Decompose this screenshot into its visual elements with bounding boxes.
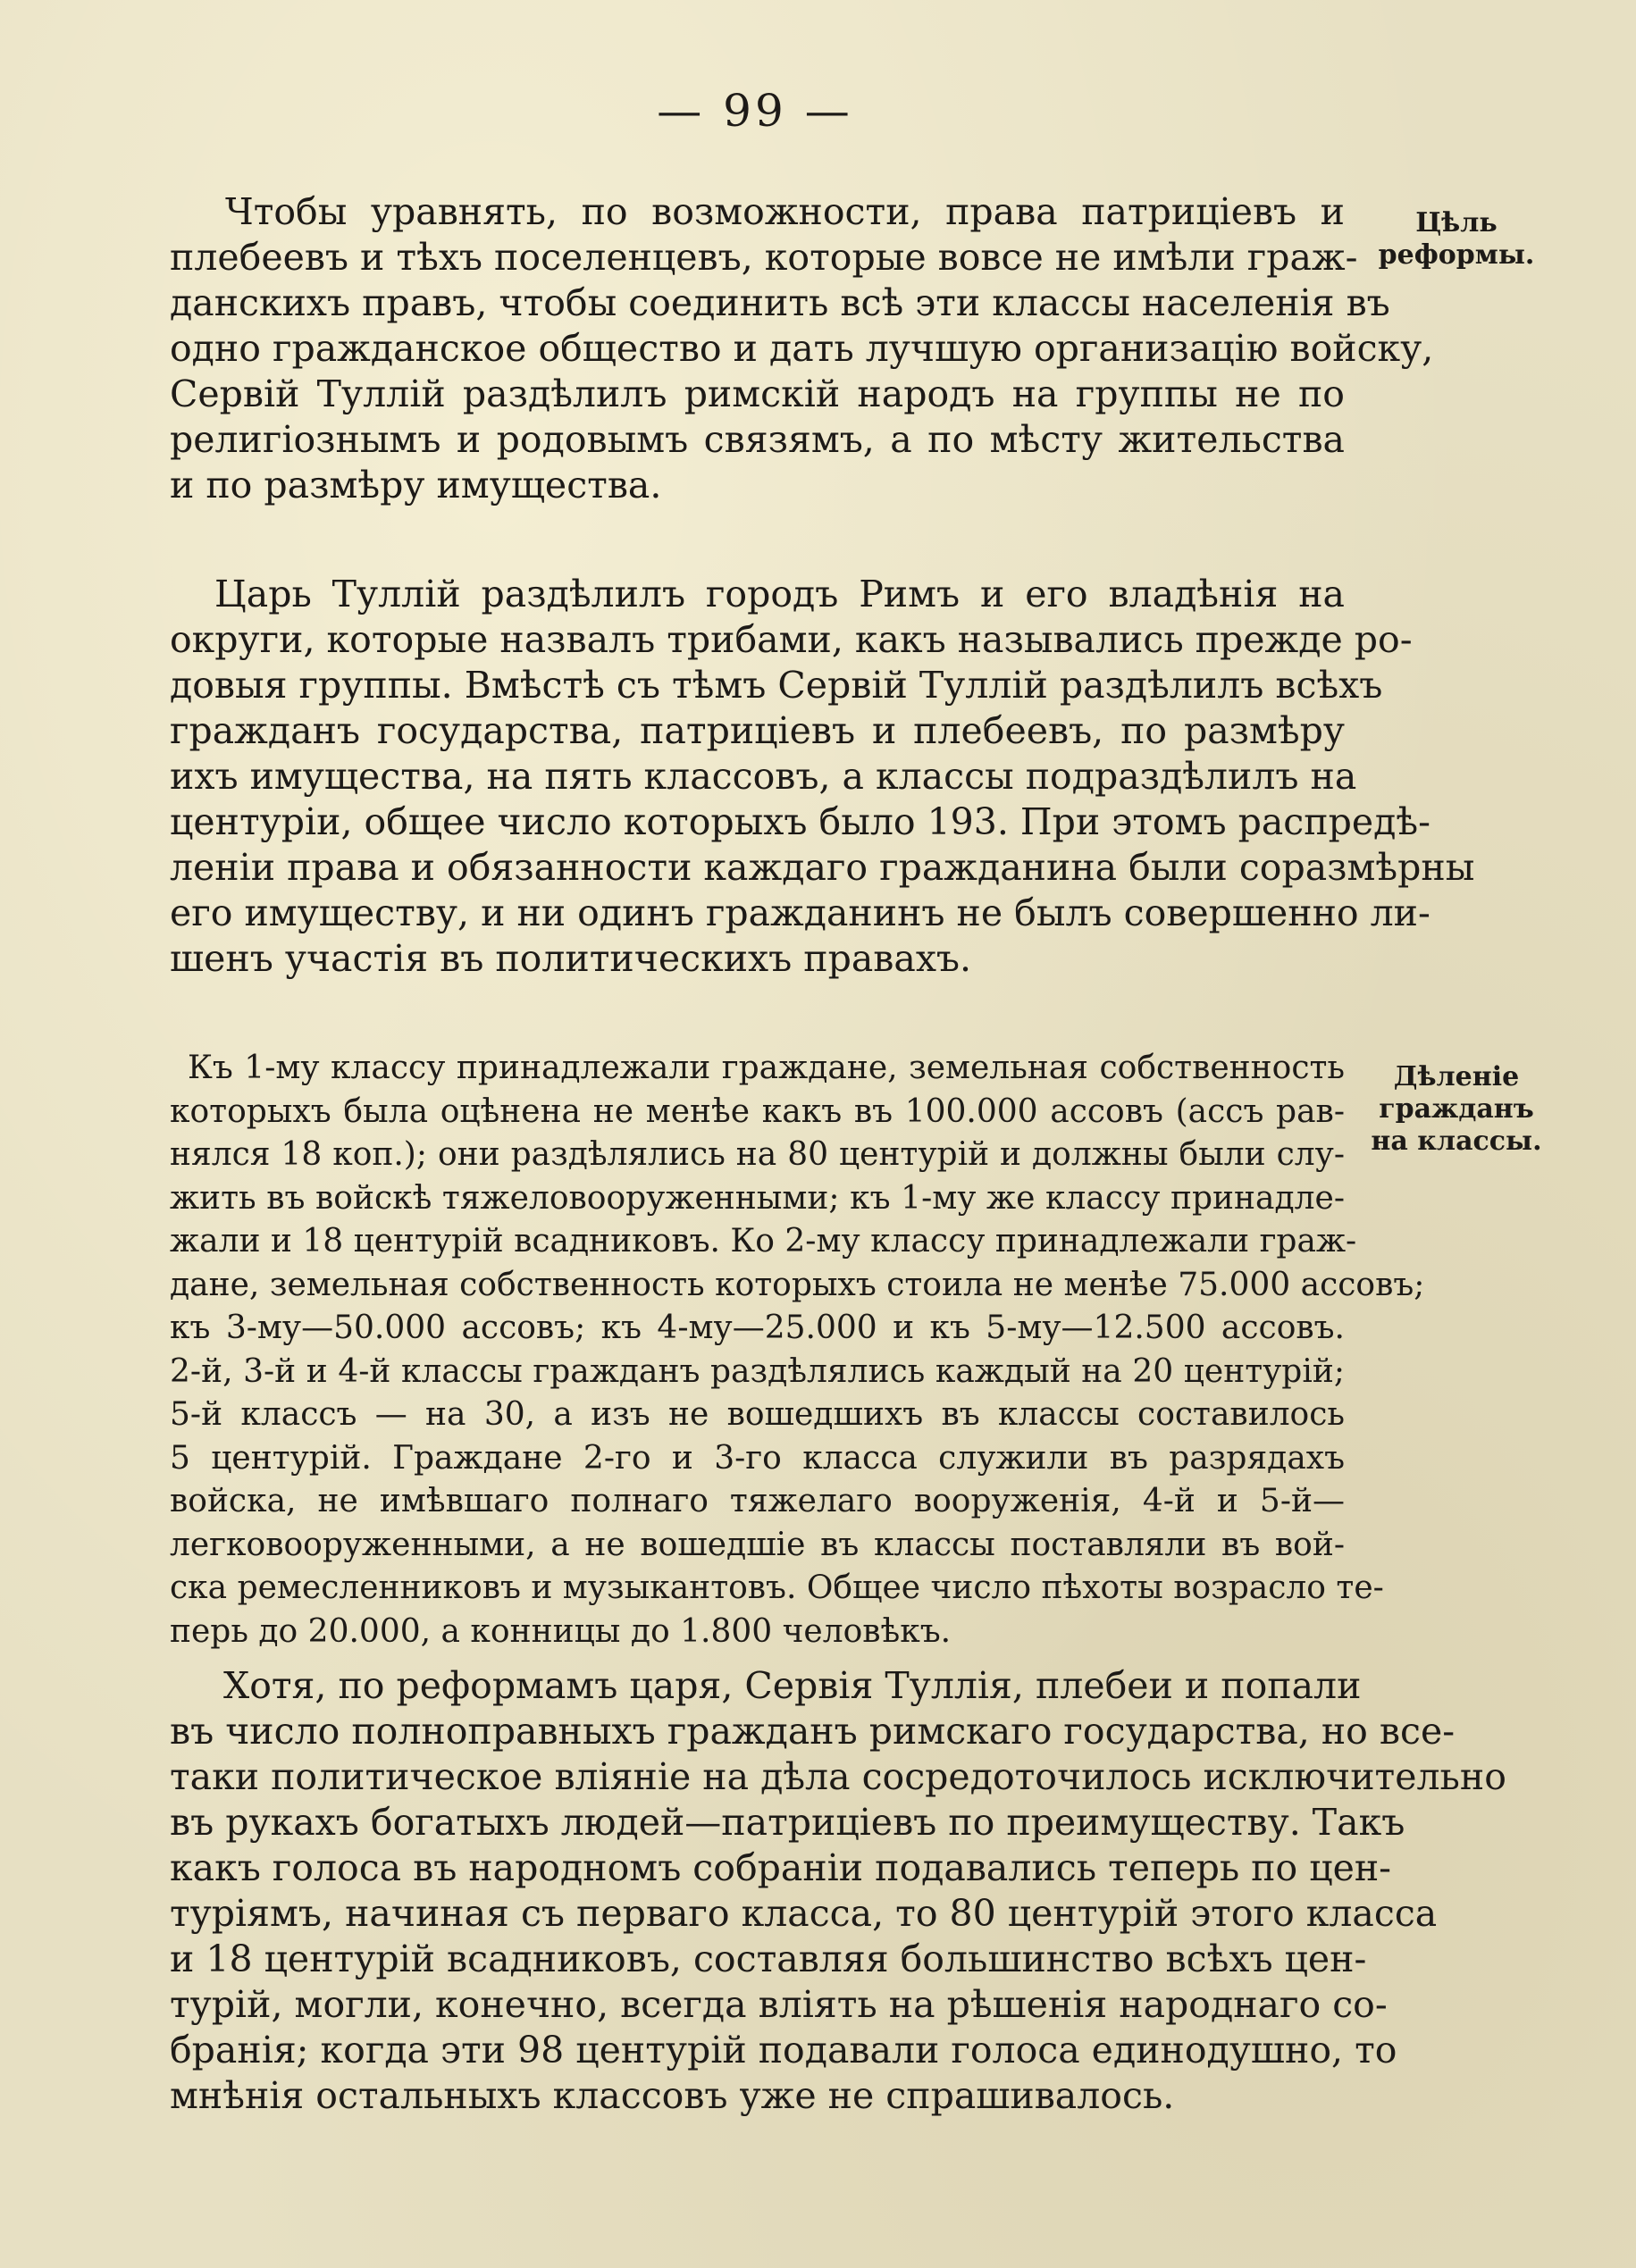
text-line: Хотя, по реформамъ царя, Сервія Туллія, плебеи и попали [223, 1664, 1362, 1707]
margin-note-line: на классы. [1371, 1126, 1542, 1157]
text-line: 5 центурій. Граждане 2-го и 3-го класса служили въ разрядахъ [170, 1439, 1345, 1477]
text-line: Чтобы уравнять, по возможности, права патрицiевъ и [225, 190, 1345, 233]
paragraph-4 [170, 1663, 1506, 2119]
text-line: турій, могли, конечно, всегда вліять на рѣшенія народнаго со- [170, 1983, 1388, 2026]
text-line: гражданъ государства, патрицiевъ и плебеевъ, по размѣру [170, 709, 1345, 752]
paragraph-2 [170, 572, 1475, 982]
page-number: — 99 — [657, 85, 853, 137]
text-line: шенъ участія въ политическихъ правахъ. [170, 937, 972, 980]
text-line: въ число полноправныхъ гражданъ римскаго государства, но все- [170, 1710, 1456, 1753]
text-line: одно гражданское общество и дать лучшую организацію войску, [170, 327, 1434, 370]
margin-note-line: Дѣленіе [1393, 1061, 1520, 1092]
text-line: къ 3-му—50.000 ассовъ; къ 4-му—25.000 и къ 5-му—12.500 ассовъ. [170, 1310, 1345, 1346]
text-line: таки политическое вліяніе на дѣла сосредоточилось исключительно [170, 1755, 1506, 1798]
text-line: округи, которые назвалъ трибами, какъ назывались прежде ро- [170, 618, 1413, 661]
text-line: нялся 18 коп.); они раздѣлялись на 80 центурій и должны были слу- [170, 1136, 1345, 1173]
text-line: жали и 18 центурій всадниковъ. Ко 2-му классу принадлежали граж- [170, 1223, 1357, 1260]
text-line: какъ голоса въ народномъ собраніи подавались теперь по цен- [170, 1846, 1392, 1889]
margin-note-line: Цѣль [1415, 207, 1498, 239]
text-line: леніи права и обязанности каждаго гражданина были соразмѣрны [170, 846, 1475, 889]
text-line: Сервій Туллій раздѣлилъ римскій народъ на группы не по [170, 372, 1345, 415]
text-line: легковооруженными, а не вошедшіе въ классы поставляли въ вой- [170, 1526, 1345, 1563]
text-line: Къ 1-му классу принадлежали граждане, земельная собственность [188, 1050, 1345, 1086]
text-line: войска, не имѣвшаго полнаго тяжелаго вооруженія, 4-й и 5-й— [170, 1483, 1345, 1519]
text-line: Царь Туллій раздѣлилъ городъ Римъ и его владѣнія на [214, 573, 1345, 615]
text-line: и 18 центурій всадниковъ, составляя большинство всѣхъ цен- [170, 1937, 1367, 1980]
margin-note-line: гражданъ [1379, 1093, 1534, 1125]
text-line: ска ремесленниковъ и музыкантовъ. Общее число пѣхоты возрасло те- [170, 1569, 1384, 1606]
text-line: плебеевъ и тѣхъ поселенцевъ, которые вовсе не имѣли граж- [170, 236, 1358, 279]
text-line: дане, земельная собственность которыхъ стоила не менѣе 75.000 ассовъ; [170, 1266, 1425, 1303]
text-line: жить въ войскѣ тяжеловооруженными; къ 1-му же классу принадле- [170, 1179, 1345, 1217]
text-line: данскихъ правъ, чтобы соединить всѣ эти классы населенія въ [170, 281, 1390, 324]
text-line: 2-й, 3-й и 4-й классы гражданъ раздѣлялись каждый на 20 центурій; [170, 1352, 1345, 1390]
text-line: которыхъ была оцѣнена не менѣе какъ въ 100.000 ассовъ (ассъ рав- [170, 1092, 1345, 1130]
text-line: центуріи, общее число которыхъ было 193. При этомъ распредѣ- [170, 800, 1430, 843]
text-line: довыя группы. Вмѣстѣ съ тѣмъ Сервій Туллій раздѣлилъ всѣхъ [170, 664, 1383, 707]
text-line: религіознымъ и родовымъ связямъ, а по мѣсту жительства [170, 418, 1345, 461]
margin-note-line: реформы. [1378, 239, 1535, 271]
text-line: бранія; когда эти 98 центурій подавали голоса единодушно, то [170, 2029, 1397, 2071]
margin-note-goal [1367, 207, 1546, 272]
text-line: 5-й классъ — на 30, а изъ не вошедшихъ въ классы составилось [170, 1396, 1345, 1433]
text-line: его имуществу, и ни одинъ гражданинъ не былъ совершенно ли- [170, 891, 1430, 934]
text-line: въ рукахъ богатыхъ людей—патрицiевъ по преимуществу. Такъ [170, 1801, 1405, 1844]
text-line: туріямъ, начиная съ перваго класса, то 80 центурій этого класса [170, 1892, 1438, 1935]
text-line: ихъ имущества, на пять классовъ, а классы подраздѣлилъ на [170, 755, 1357, 798]
text-line: мнѣнія остальныхъ классовъ уже не спрашивалось. [170, 2074, 1175, 2117]
text-line: и по размѣру имущества. [170, 464, 662, 506]
text-line: перь до 20.000, а конницы до 1.800 человѣкъ. [170, 1612, 952, 1650]
paragraph-3 [170, 1047, 1425, 1653]
margin-note-classes [1367, 1061, 1546, 1158]
paragraph-1 [170, 189, 1434, 508]
